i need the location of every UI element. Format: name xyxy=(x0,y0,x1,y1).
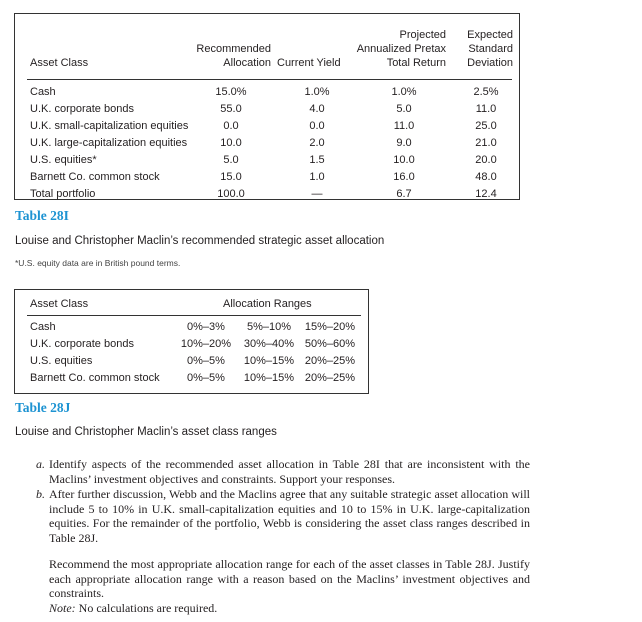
cell-expected-sd: 12.4 xyxy=(475,188,497,200)
cell-expected-sd: 21.0 xyxy=(475,137,497,149)
cell-asset-class: U.K. small-capitalization equities xyxy=(30,120,189,132)
header-projected-return: Projected Annualized Pretax Total Return xyxy=(356,29,446,69)
cell-range-2: 5%–10% xyxy=(246,321,292,333)
cell-recommended-allocation: 10.0 xyxy=(220,137,242,149)
cell-asset-class: Barnett Co. common stock xyxy=(30,171,160,183)
cell-asset-class: Cash xyxy=(30,321,56,333)
cell-projected-return: 6.7 xyxy=(396,188,412,200)
header-allocation-ranges: Allocation Ranges xyxy=(223,298,312,310)
question-b-text2: Recommend the most appropriate allocation range for each of the asset classes in Table 28J. Justify each appropriate allocation range with a reason based on the Maclins’ investment objectives and constraints. xyxy=(49,557,530,601)
cell-asset-class: U.S. equities* xyxy=(30,154,97,166)
cell-recommended-allocation: 100.0 xyxy=(217,188,245,200)
cell-projected-return: 5.0 xyxy=(396,103,412,115)
cell-asset-class: U.S. equities xyxy=(30,355,93,367)
cell-current-yield: 1.5 xyxy=(309,154,325,166)
table-28i-caption: Louise and Christopher Maclin’s recommended strategic asset allocation xyxy=(15,235,385,247)
cell-recommended-allocation: 5.0 xyxy=(223,154,239,166)
cell-range-2: 10%–15% xyxy=(243,355,295,367)
cell-expected-sd: 20.0 xyxy=(475,154,497,166)
table-28i xyxy=(14,13,520,200)
cell-projected-return: 1.0% xyxy=(391,86,417,98)
table-28i-title: Table 28I xyxy=(15,208,69,223)
table-28j xyxy=(14,289,369,394)
table-28j-title: Table 28J xyxy=(15,400,71,415)
cell-range-1: 0%–3% xyxy=(187,321,225,333)
header-current-yield: Current Yield xyxy=(277,57,341,69)
cell-range-1: 10%–20% xyxy=(180,338,232,350)
question-b-part2 xyxy=(49,557,530,615)
table-28j-caption: Louise and Christopher Maclin’s asset class ranges xyxy=(15,426,277,438)
cell-current-yield: — xyxy=(311,188,323,200)
cell-projected-return: 10.0 xyxy=(393,154,415,166)
header-asset-class: Asset Class xyxy=(30,298,89,310)
question-a-text: Identify aspects of the recommended asset allocation in Table 28I that are inconsistent with the Maclins’ investment objectives and constraints. Support your responses. xyxy=(49,457,530,486)
header-recommended-allocation: Recommended Allocation xyxy=(196,43,271,69)
header-divider xyxy=(27,79,512,80)
question-b-text: After further discussion, Webb and the Maclins agree that any suitable strategic asset allocation will include 5 to 10% in U.K. small-capitalization equities and 10 to 15% in U.K. large-capitalization equities. For the remainder of the portfolio, Webb is considering the asset class ranges described in Table 28J. xyxy=(49,487,530,545)
header-asset-class: Asset Class xyxy=(30,57,89,69)
cell-current-yield: 0.0 xyxy=(309,120,325,132)
cell-range-3: 20%–25% xyxy=(304,372,356,384)
cell-asset-class: U.K. large-capitalization equities xyxy=(30,137,188,149)
note-label: Note: xyxy=(49,600,76,615)
cell-range-2: 30%–40% xyxy=(243,338,295,350)
cell-expected-sd: 11.0 xyxy=(475,103,497,115)
header-expected-sd: Expected Standard Deviation xyxy=(467,29,513,69)
question-b xyxy=(36,487,530,545)
question-a xyxy=(36,457,530,486)
cell-range-2: 10%–15% xyxy=(243,372,295,384)
header-divider xyxy=(27,315,361,316)
cell-recommended-allocation: 0.0 xyxy=(223,120,239,132)
table-header xyxy=(15,14,519,78)
question-b-label: b. xyxy=(36,487,45,501)
cell-current-yield: 1.0 xyxy=(309,171,325,183)
question-a-label: a. xyxy=(36,457,45,471)
cell-projected-return: 11.0 xyxy=(393,120,415,132)
cell-asset-class: Barnett Co. common stock xyxy=(30,372,160,384)
cell-asset-class: Cash xyxy=(30,86,56,98)
cell-range-1: 0%–5% xyxy=(187,372,225,384)
note-text: No calculations are required. xyxy=(78,600,218,615)
cell-expected-sd: 48.0 xyxy=(475,171,497,183)
cell-recommended-allocation: 15.0% xyxy=(215,86,247,98)
cell-current-yield: 2.0 xyxy=(309,137,325,149)
cell-range-3: 20%–25% xyxy=(304,355,356,367)
cell-recommended-allocation: 55.0 xyxy=(220,103,242,115)
cell-asset-class: Total portfolio xyxy=(30,188,96,200)
table-28i-footnote: *U.S. equity data are in British pound terms. xyxy=(15,258,181,268)
cell-recommended-allocation: 15.0 xyxy=(220,171,242,183)
cell-range-3: 50%–60% xyxy=(304,338,356,350)
cell-range-3: 15%–20% xyxy=(304,321,356,333)
cell-asset-class: U.K. corporate bonds xyxy=(30,103,134,115)
cell-expected-sd: 25.0 xyxy=(475,120,497,132)
cell-projected-return: 9.0 xyxy=(396,137,412,149)
cell-asset-class: U.K. corporate bonds xyxy=(30,338,134,350)
cell-projected-return: 16.0 xyxy=(393,171,415,183)
cell-expected-sd: 2.5% xyxy=(473,86,499,98)
cell-range-1: 0%–5% xyxy=(187,355,225,367)
cell-current-yield: 4.0 xyxy=(309,103,325,115)
cell-current-yield: 1.0% xyxy=(304,86,330,98)
